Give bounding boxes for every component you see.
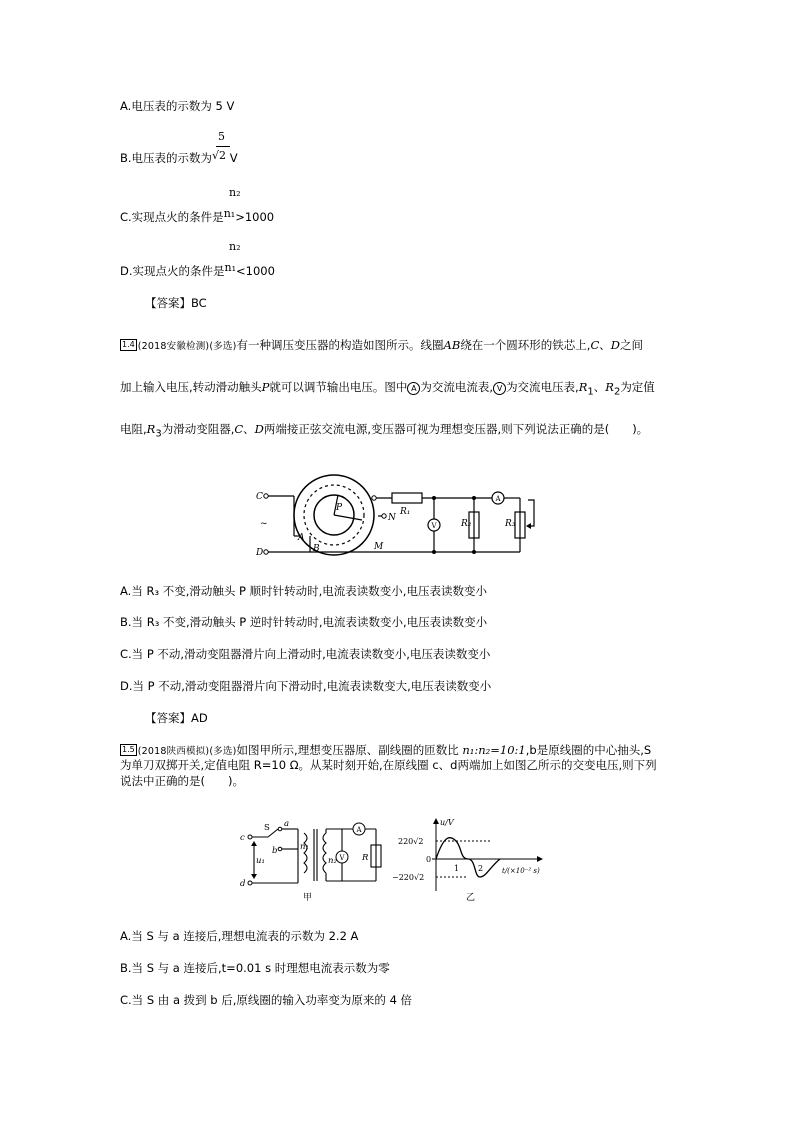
label-a: a	[284, 819, 290, 829]
label-n: N	[388, 513, 396, 523]
label-n1: n₁	[300, 842, 309, 852]
q15-stem-line2: 为单刀双掷开关,定值电阻 R=10 Ω。从某时刻开始,在原线圈 c、d两端加上如图乙所示的交变电压,则下列	[120, 758, 657, 772]
figure-caption-yi: 乙	[466, 893, 476, 903]
label-voltmeter: V	[339, 854, 345, 862]
q13-option-a: A.电压表的示数为 5 V	[120, 99, 235, 113]
x-axis-label: t/(×10⁻² s)	[502, 867, 540, 875]
q14-option-d: D.当 P 不动,滑动变阻器滑片向下滑动时,电流表读数变大,电压表读数变小	[120, 679, 492, 693]
label-b: b	[272, 846, 278, 856]
figure-caption-jia: 甲	[303, 893, 313, 903]
q13-optc-numerator: n₂	[229, 186, 241, 199]
q13-answer: 【答案】BC	[145, 296, 207, 310]
label-d: D	[256, 548, 264, 558]
q15-stem-line3: 说法中正确的是( )。	[120, 774, 244, 788]
label-r3: R₃	[505, 519, 516, 529]
question-number: 1.5	[122, 745, 135, 754]
label-c: c	[240, 833, 245, 843]
label-n2: n₂	[328, 856, 337, 866]
q13-option-d: D.实现点火的条件是n₁<1000	[120, 261, 275, 278]
q14-option-a: A.当 R₃ 不变,滑动触头 P 顺时针转动时,电流表读数变小,电压表读数变小	[120, 584, 487, 598]
y-tick-top: 220√2	[398, 837, 424, 846]
label-ammeter: A	[495, 495, 501, 503]
voltmeter-icon: V	[493, 382, 506, 395]
q15-option-a: A.当 S 与 a 连接后,理想电流表的示数为 2.2 A	[120, 929, 359, 943]
label-r2: R₂	[461, 519, 472, 529]
label-ammeter: A	[356, 826, 362, 834]
q15-option-b: B.当 S 与 a 连接后,t=0.01 s 时理想电流表示数为零	[120, 961, 390, 975]
ammeter-icon: A	[407, 382, 420, 395]
q15-option-c: C.当 S 由 a 拨到 b 后,原线圈的输入功率变为原来的 4 倍	[120, 993, 413, 1007]
label-voltmeter: V	[431, 522, 437, 530]
q14-stem-line2: 加上输入电压,转动滑动触头P就可以调节输出电压。图中 A 为交流电流表, V 为交流电压表$,R_1$、$R_2$为定值	[120, 380, 655, 398]
label-tilde: ~	[260, 519, 268, 529]
q15-figure-yi	[392, 815, 552, 903]
q14-option-c: C.当 P 不动,滑动变阻器滑片向上滑动时,电流表读数变小,电压表读数变小	[120, 647, 491, 661]
y-tick-bottom: −220√2	[392, 873, 425, 882]
label-a: A	[298, 533, 305, 543]
label-u1: u₁	[256, 856, 265, 866]
q14-option-b: B.当 R₃ 不变,滑动触头 P 逆时针转动时,电流表读数变小,电压表读数变小	[120, 615, 488, 629]
label-d: d	[240, 879, 246, 889]
label-r: R	[362, 853, 369, 863]
label-b: B	[313, 544, 320, 554]
label-p: P	[336, 503, 343, 513]
fraction-bar	[216, 146, 230, 147]
x-tick-2: 2	[478, 864, 484, 873]
label-c: C	[256, 492, 263, 502]
q14-answer: 【答案】AD	[145, 711, 208, 725]
label-m: M	[374, 542, 384, 552]
q14-stem-line1: 1.4 (2018安徽检测)(多选)有一种调压变压器的构造如图所示。线圈AB绕在一个圆环形的铁芯上,C、D之间	[122, 338, 644, 352]
y-tick-zero: 0	[426, 855, 432, 864]
question-number: 1.4	[122, 340, 135, 349]
q15-stem-line1: 1.5 (2018陕西模拟)(多选)如图甲所示,理想变压器原、副线圈的匝数比 n₁:n₂=10:1,b是原线圈的中心抽头,S	[122, 743, 652, 757]
q13-optb-numerator: 5	[218, 130, 225, 143]
label-r1: R₁	[400, 507, 411, 517]
q13-option-b: B.电压表的示数为√2 V	[120, 149, 238, 165]
q13-option-c: C.实现点火的条件是n₁>1000	[120, 207, 275, 224]
x-tick-1: 1	[454, 864, 460, 873]
label-s: S	[264, 823, 270, 833]
q14-circuit-figure	[252, 470, 542, 562]
q15-figure-jia	[238, 815, 388, 903]
q13-optd-numerator: n₂	[229, 240, 241, 253]
q14-stem-line3: 电阻$,R_3$为滑动变阻器,C、D两端接正弦交流电源,变压器可视为理想变压器,则下列说法正确的是( )。	[120, 422, 649, 440]
y-axis-label: u/V	[440, 818, 454, 827]
